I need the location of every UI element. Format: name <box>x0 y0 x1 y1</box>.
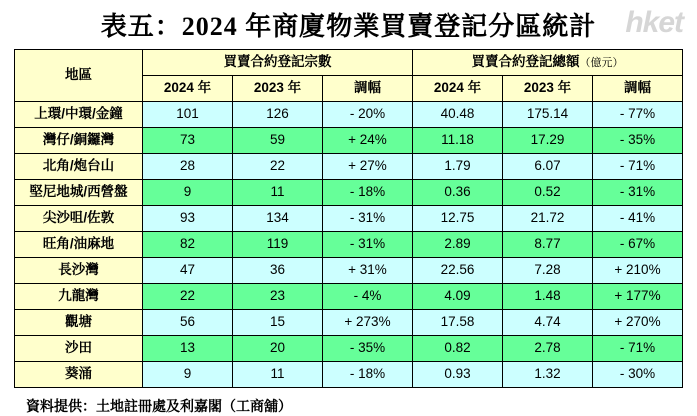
watermark-logo: hket <box>625 6 683 39</box>
row-value-cell: 11 <box>232 180 322 206</box>
header-contracts-change: 調幅 <box>322 76 412 102</box>
row-value-cell: 6.07 <box>503 154 593 180</box>
row-value-cell: 2.78 <box>503 336 593 362</box>
row-value-cell: + 210% <box>593 258 683 284</box>
row-region-label: 葵涌 <box>14 362 142 388</box>
row-value-cell: 8.77 <box>503 232 593 258</box>
row-value-cell: 1.32 <box>503 362 593 388</box>
header-amount-2024: 2024 年 <box>413 76 503 102</box>
row-value-cell: - 31% <box>593 180 683 206</box>
row-value-cell: 4.74 <box>503 310 593 336</box>
row-value-cell: 73 <box>142 128 232 154</box>
table-row <box>14 206 682 232</box>
row-region-label: 尖沙咀/佐敦 <box>14 206 142 232</box>
row-region-label: 北角/炮台山 <box>14 154 142 180</box>
row-value-cell: + 31% <box>322 258 412 284</box>
row-value-cell: 101 <box>142 102 232 128</box>
row-value-cell: 0.93 <box>413 362 503 388</box>
row-value-cell: 47 <box>142 258 232 284</box>
row-value-cell: - 18% <box>322 180 412 206</box>
row-value-cell: - 77% <box>593 102 683 128</box>
row-region-label: 九龍灣 <box>14 284 142 310</box>
row-value-cell: 7.28 <box>503 258 593 284</box>
table-row <box>14 232 682 258</box>
row-value-cell: 119 <box>232 232 322 258</box>
table-header <box>14 50 682 102</box>
row-region-label: 上環/中環/金鐘 <box>14 102 142 128</box>
row-value-cell: 1.79 <box>413 154 503 180</box>
header-group-amount <box>413 50 683 76</box>
header-group-contracts <box>142 50 412 76</box>
table-row <box>14 362 682 388</box>
table-row <box>14 128 682 154</box>
table-header-group-row <box>14 50 682 76</box>
row-value-cell: + 24% <box>322 128 412 154</box>
header-region: 地區 <box>14 50 142 102</box>
table-row <box>14 310 682 336</box>
header-contracts-2024: 2024 年 <box>142 76 232 102</box>
row-value-cell: 40.48 <box>413 102 503 128</box>
row-value-cell: 12.75 <box>413 206 503 232</box>
row-value-cell: - 18% <box>322 362 412 388</box>
row-value-cell: 9 <box>142 180 232 206</box>
row-region-label: 沙田 <box>14 336 142 362</box>
row-value-cell: - 71% <box>593 154 683 180</box>
row-value-cell: - 4% <box>322 284 412 310</box>
header-group-amount-label: 買賣合約登記總額 <box>471 54 580 70</box>
table-row <box>14 180 682 206</box>
table-row <box>14 102 682 128</box>
row-value-cell: 1.48 <box>503 284 593 310</box>
row-value-cell: - 20% <box>322 102 412 128</box>
row-value-cell: - 31% <box>322 232 412 258</box>
row-value-cell: - 35% <box>322 336 412 362</box>
header-amount-2023: 2023 年 <box>503 76 593 102</box>
row-value-cell: + 273% <box>322 310 412 336</box>
row-value-cell: - 67% <box>593 232 683 258</box>
row-value-cell: 20 <box>232 336 322 362</box>
row-value-cell: 82 <box>142 232 232 258</box>
row-value-cell: 11 <box>232 362 322 388</box>
header-group-contracts-label: 買賣合約登記宗數 <box>223 54 332 70</box>
row-region-label: 灣仔/銅鑼灣 <box>14 128 142 154</box>
row-region-label: 堅尼地城/西營盤 <box>14 180 142 206</box>
header-group-amount-unit: （億元） <box>579 57 624 70</box>
header-contracts-2023: 2023 年 <box>232 76 322 102</box>
row-value-cell: 17.29 <box>503 128 593 154</box>
row-value-cell: - 71% <box>593 336 683 362</box>
row-value-cell: 22 <box>232 154 322 180</box>
row-value-cell: 2.89 <box>413 232 503 258</box>
row-value-cell: 17.58 <box>413 310 503 336</box>
row-value-cell: + 270% <box>593 310 683 336</box>
property-transaction-table <box>14 49 683 388</box>
row-value-cell: 0.36 <box>413 180 503 206</box>
row-value-cell: 13 <box>142 336 232 362</box>
row-value-cell: 36 <box>232 258 322 284</box>
row-value-cell: 22 <box>142 284 232 310</box>
row-value-cell: 175.14 <box>503 102 593 128</box>
row-value-cell: 21.72 <box>503 206 593 232</box>
row-value-cell: 126 <box>232 102 322 128</box>
row-value-cell: - 35% <box>593 128 683 154</box>
row-value-cell: 59 <box>232 128 322 154</box>
row-value-cell: 22.56 <box>413 258 503 284</box>
table-row <box>14 284 682 310</box>
row-value-cell: + 27% <box>322 154 412 180</box>
row-value-cell: 134 <box>232 206 322 232</box>
table-body <box>14 102 682 388</box>
row-value-cell: 23 <box>232 284 322 310</box>
row-region-label: 觀塘 <box>14 310 142 336</box>
row-value-cell: 0.82 <box>413 336 503 362</box>
header-amount-change: 調幅 <box>593 76 683 102</box>
row-value-cell: - 30% <box>593 362 683 388</box>
row-region-label: 旺角/油麻地 <box>14 232 142 258</box>
row-value-cell: 56 <box>142 310 232 336</box>
row-value-cell: 4.09 <box>413 284 503 310</box>
row-value-cell: 15 <box>232 310 322 336</box>
table-row <box>14 258 682 284</box>
table-row <box>14 154 682 180</box>
row-value-cell: - 41% <box>593 206 683 232</box>
row-value-cell: - 31% <box>322 206 412 232</box>
row-value-cell: 9 <box>142 362 232 388</box>
page-title: 表五：2024 年商廈物業買賣登記分區統計 <box>100 12 597 41</box>
row-value-cell: 0.52 <box>503 180 593 206</box>
row-value-cell: + 177% <box>593 284 683 310</box>
row-region-label: 長沙灣 <box>14 258 142 284</box>
row-value-cell: 11.18 <box>413 128 503 154</box>
table-row <box>14 336 682 362</box>
row-value-cell: 93 <box>142 206 232 232</box>
row-value-cell: 28 <box>142 154 232 180</box>
source-footnote: 資料提供：土地註冊處及利嘉閣（工商舖） <box>26 400 292 415</box>
